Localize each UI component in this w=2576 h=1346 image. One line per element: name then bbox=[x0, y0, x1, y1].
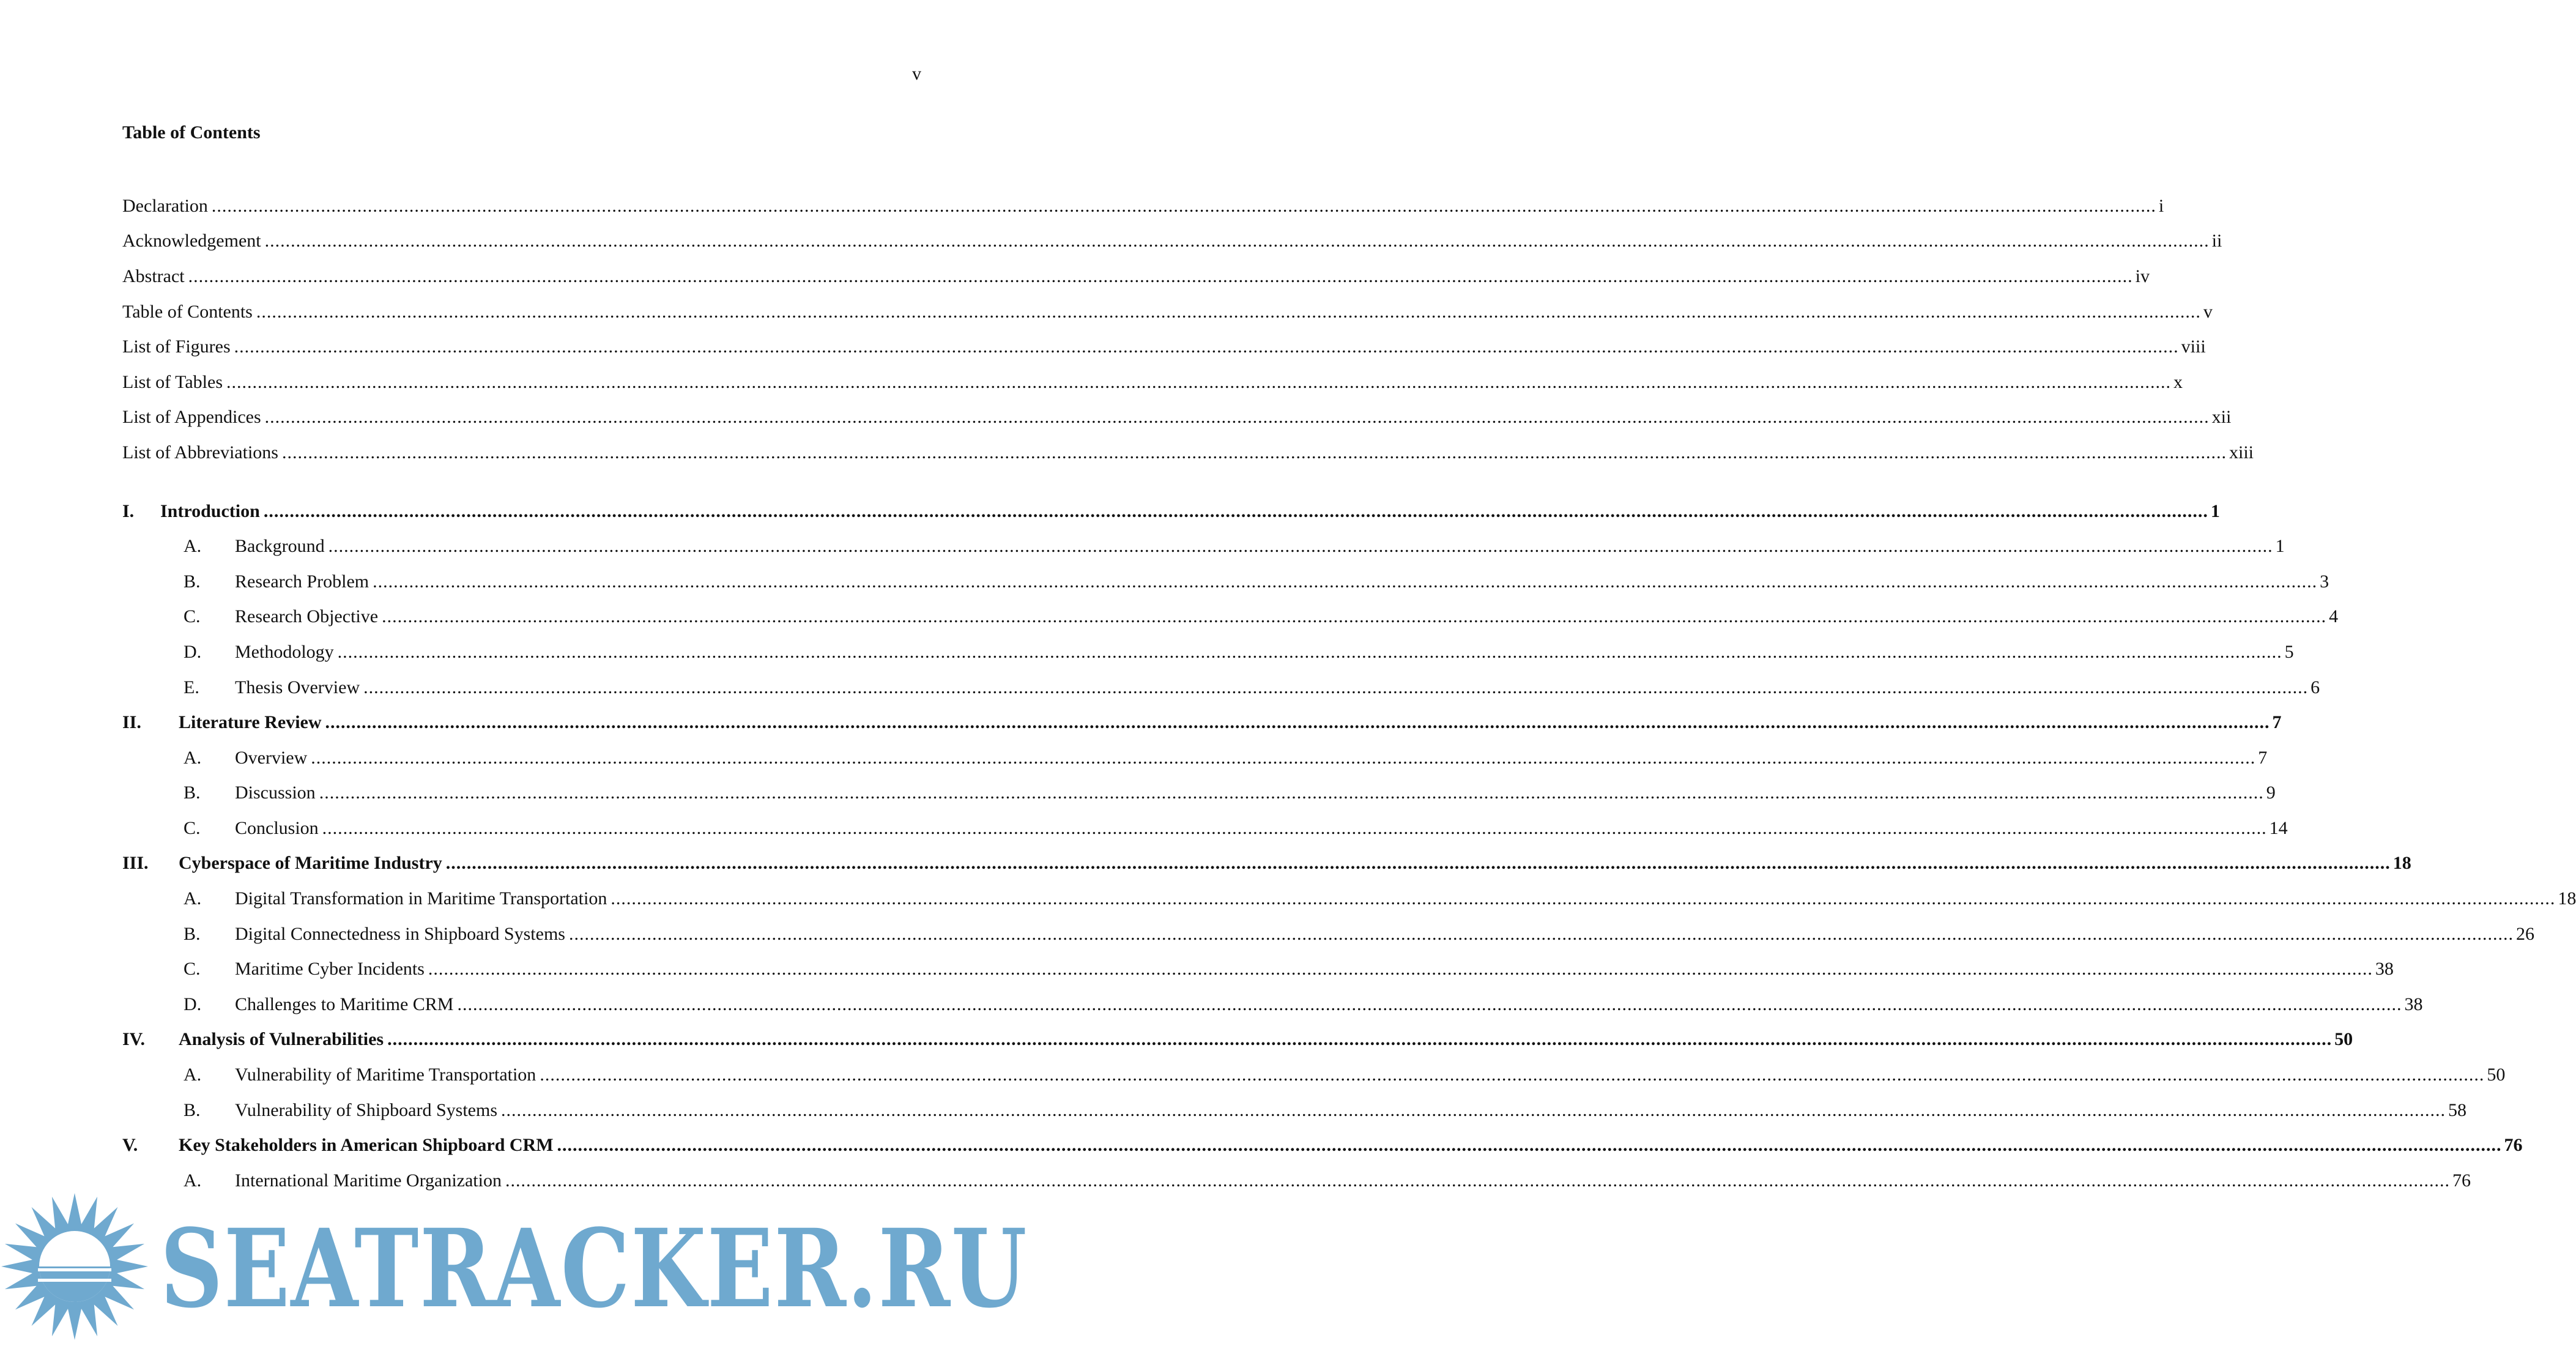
section-letter: A. bbox=[184, 747, 202, 768]
chapter-numeral: V. bbox=[122, 1135, 138, 1156]
toc-chapter-3[interactable] bbox=[122, 846, 2411, 882]
section-letter: B. bbox=[184, 923, 201, 944]
toc-entry-label: Table of Contents bbox=[122, 301, 253, 322]
watermark bbox=[0, 1187, 1040, 1346]
toc-section[interactable] bbox=[122, 634, 2294, 670]
dot-leader bbox=[188, 266, 2133, 288]
dot-leader bbox=[569, 923, 2514, 945]
dot-leader bbox=[325, 712, 2270, 734]
toc-chapter-2[interactable] bbox=[122, 705, 2282, 740]
section-title: Overview bbox=[235, 747, 308, 768]
chapter-page: 1 bbox=[2210, 500, 2220, 521]
chapter-title: Introduction bbox=[160, 500, 260, 521]
section-title: Vulnerability of Maritime Transportation bbox=[235, 1065, 536, 1085]
dot-leader bbox=[265, 230, 2210, 252]
watermark-text: SEATRACKER.RU bbox=[160, 1205, 1028, 1332]
dot-leader bbox=[282, 442, 2227, 464]
section-letter: E. bbox=[184, 677, 199, 697]
toc-entry-abstract[interactable] bbox=[122, 259, 2150, 294]
section-letter: B. bbox=[184, 783, 201, 803]
dot-leader bbox=[382, 606, 2326, 628]
toc-entry-page: iv bbox=[2135, 266, 2150, 286]
toc-section[interactable] bbox=[122, 1093, 2467, 1128]
toc-section[interactable] bbox=[122, 951, 2394, 987]
dot-leader bbox=[322, 817, 2267, 839]
chapter-page: 18 bbox=[2392, 853, 2411, 874]
toc-section[interactable] bbox=[122, 564, 2329, 600]
toc-entry-label: Abstract bbox=[122, 266, 185, 286]
toc-section[interactable] bbox=[122, 1057, 2506, 1093]
chapter-title: Cyberspace of Maritime Industry bbox=[179, 853, 442, 874]
toc-entry-label: List of Figures bbox=[122, 336, 231, 357]
section-title: Digital Transformation in Maritime Transportation bbox=[235, 888, 607, 909]
section-title: Methodology bbox=[235, 641, 334, 662]
dot-leader bbox=[311, 747, 2255, 769]
section-letter: D. bbox=[184, 641, 202, 662]
toc-entry-page: v bbox=[2203, 301, 2213, 322]
section-title: Thesis Overview bbox=[235, 677, 360, 697]
section-page: 7 bbox=[2258, 747, 2268, 768]
section-letter: A. bbox=[184, 1170, 202, 1191]
toc-entry-page: xiii bbox=[2229, 442, 2254, 463]
dot-leader bbox=[611, 888, 2555, 910]
toc-entry-list-of-appendices[interactable] bbox=[122, 400, 2232, 436]
toc-entry-label: List of Tables bbox=[122, 371, 223, 392]
chapter-title: Analysis of Vulnerabilities bbox=[179, 1029, 384, 1050]
section-letter: D. bbox=[184, 994, 202, 1014]
toc-entry-page: x bbox=[2173, 371, 2183, 392]
toc-entry-declaration[interactable] bbox=[122, 188, 2164, 224]
section-title: Challenges to Maritime CRM bbox=[235, 994, 454, 1014]
toc-section[interactable] bbox=[122, 776, 2276, 811]
toc-section[interactable] bbox=[122, 600, 2339, 635]
table-of-contents bbox=[122, 188, 2576, 1199]
section-title: Conclusion bbox=[235, 817, 319, 838]
section-page: 76 bbox=[2452, 1170, 2471, 1191]
section-title: Research Problem bbox=[235, 571, 369, 592]
section-letter: B. bbox=[184, 571, 201, 592]
dot-leader bbox=[212, 195, 2156, 217]
toc-entry-page: i bbox=[2158, 195, 2164, 216]
section-page: 26 bbox=[2515, 923, 2534, 944]
dot-leader bbox=[457, 994, 2402, 1016]
section-page: 4 bbox=[2329, 606, 2339, 627]
section-title: Vulnerability of Shipboard Systems bbox=[235, 1099, 497, 1120]
dot-leader bbox=[234, 336, 2179, 358]
chapter-page: 50 bbox=[2334, 1029, 2353, 1050]
dot-leader bbox=[256, 301, 2201, 323]
toc-entry-list-of-abbreviations[interactable] bbox=[122, 435, 2254, 470]
chapter-page: 76 bbox=[2504, 1135, 2523, 1156]
chapter-numeral: III. bbox=[122, 853, 149, 874]
section-title: Digital Connectedness in Shipboard Systems bbox=[235, 923, 565, 944]
section-letter: A. bbox=[184, 536, 202, 557]
toc-entry-page: ii bbox=[2211, 231, 2222, 251]
section-title: Background bbox=[235, 536, 325, 557]
section-page: 14 bbox=[2269, 817, 2288, 838]
section-page: 1 bbox=[2275, 536, 2285, 557]
section-page: 58 bbox=[2448, 1099, 2467, 1120]
dot-leader bbox=[265, 406, 2210, 428]
dot-leader bbox=[226, 371, 2171, 393]
dot-leader bbox=[373, 571, 2317, 593]
chapter-title: Literature Review bbox=[179, 712, 322, 733]
section-letter: A. bbox=[184, 888, 202, 909]
section-letter: B. bbox=[184, 1099, 201, 1120]
section-letter: A. bbox=[184, 1065, 202, 1085]
section-page: 50 bbox=[2487, 1065, 2506, 1085]
toc-entry-table-of-contents[interactable] bbox=[122, 294, 2213, 330]
section-page: 9 bbox=[2266, 783, 2276, 803]
page-number: v bbox=[912, 64, 921, 84]
toc-entry-label: List of Abbreviations bbox=[122, 442, 278, 463]
toc-chapter-5[interactable] bbox=[122, 1128, 2523, 1163]
section-title: Research Objective bbox=[235, 606, 379, 627]
dot-leader bbox=[387, 1028, 2332, 1050]
toc-entry-list-of-tables[interactable] bbox=[122, 365, 2183, 400]
toc-chapter-1[interactable] bbox=[122, 494, 2220, 529]
chapter-numeral: II. bbox=[122, 712, 141, 733]
page-title: Table of Contents bbox=[122, 122, 261, 143]
section-title: Maritime Cyber Incidents bbox=[235, 959, 425, 980]
toc-entry-page: xii bbox=[2211, 407, 2232, 428]
chapter-title: Key Stakeholders in American Shipboard CRM bbox=[179, 1135, 554, 1156]
toc-entry-page: viii bbox=[2181, 336, 2206, 357]
toc-section[interactable] bbox=[122, 811, 2288, 846]
section-page: 18 bbox=[2558, 888, 2576, 909]
chapter-page: 7 bbox=[2272, 712, 2282, 733]
dot-leader bbox=[319, 782, 2264, 804]
section-page: 6 bbox=[2311, 677, 2320, 697]
section-letter: C. bbox=[184, 606, 201, 627]
toc-section[interactable] bbox=[122, 881, 2576, 917]
toc-section[interactable] bbox=[122, 670, 2320, 705]
chapter-numeral: I. bbox=[122, 500, 135, 521]
toc-entry-label: Declaration bbox=[122, 195, 208, 216]
dot-leader bbox=[557, 1134, 2502, 1156]
toc-entry-acknowledgement[interactable] bbox=[122, 224, 2222, 259]
toc-entry-label: List of Appendices bbox=[122, 407, 261, 428]
chapter-numeral: IV. bbox=[122, 1029, 145, 1050]
sun-logo-icon bbox=[1, 1193, 148, 1340]
toc-section[interactable] bbox=[122, 740, 2268, 776]
dot-leader bbox=[363, 677, 2308, 699]
dot-leader bbox=[264, 500, 2208, 522]
dot-leader bbox=[540, 1064, 2484, 1086]
section-page: 3 bbox=[2320, 571, 2329, 592]
section-title: Discussion bbox=[235, 783, 316, 803]
toc-section[interactable] bbox=[122, 529, 2285, 564]
section-letter: C. bbox=[184, 959, 201, 980]
toc-section[interactable] bbox=[122, 987, 2423, 1022]
dot-leader bbox=[446, 852, 2391, 874]
dot-leader bbox=[338, 641, 2282, 663]
section-title: International Maritime Organization bbox=[235, 1170, 502, 1191]
dot-leader bbox=[328, 535, 2273, 557]
section-page: 38 bbox=[2375, 959, 2394, 980]
toc-chapter-4[interactable] bbox=[122, 1022, 2353, 1058]
section-letter: C. bbox=[184, 817, 201, 838]
section-page: 38 bbox=[2404, 994, 2423, 1014]
toc-section[interactable] bbox=[122, 917, 2534, 952]
toc-entry-label: Acknowledgement bbox=[122, 231, 261, 251]
toc-entry-list-of-figures[interactable] bbox=[122, 329, 2206, 365]
dot-leader bbox=[501, 1099, 2446, 1121]
section-page: 5 bbox=[2284, 641, 2294, 662]
dot-leader bbox=[428, 958, 2373, 980]
